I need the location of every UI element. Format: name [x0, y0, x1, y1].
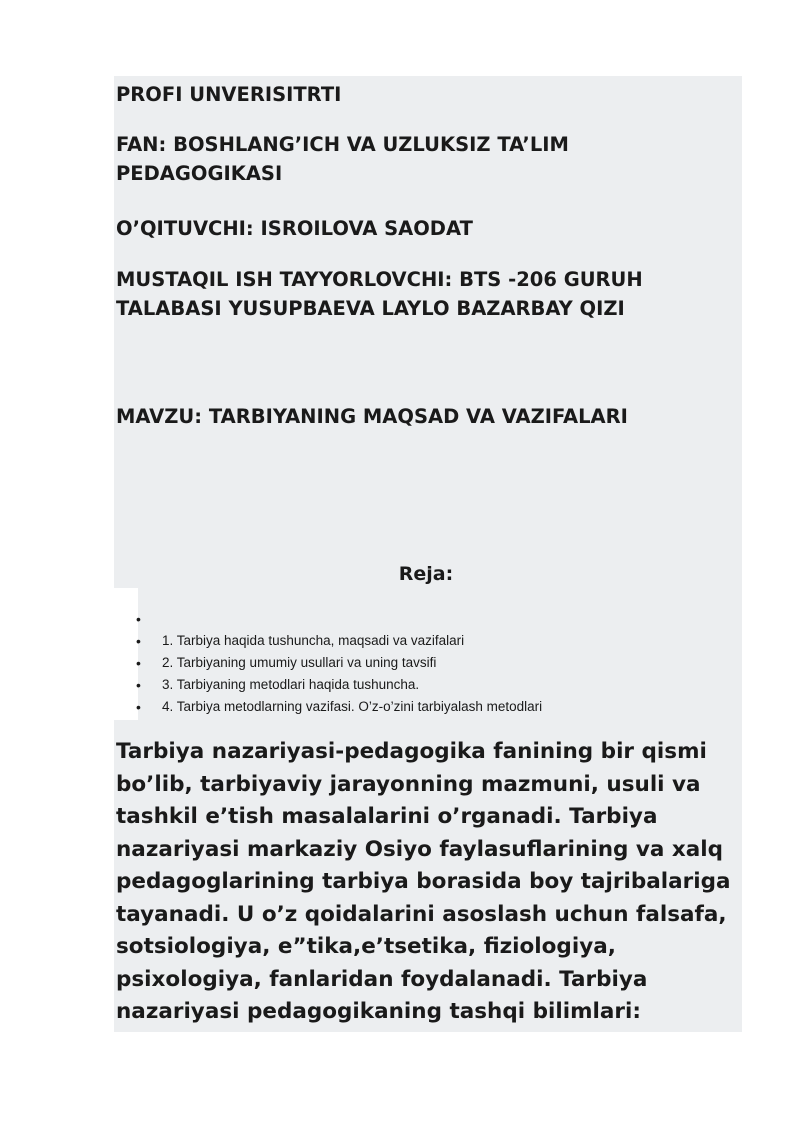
list-item: • 4. Tarbiya metodlarning vazifasi. O’z-o’zini tarbiyalash metodlari — [136, 696, 696, 718]
plan-list — [136, 608, 696, 718]
plan-title: Reja: — [398, 563, 454, 585]
teacher-line: O’QITUVCHI: ISROILOVA SAODAT — [116, 217, 473, 240]
topic-line: MAVZU: TARBIYANING MAQSAD VA VAZIFALARI — [116, 405, 628, 428]
subject-line: FAN: BOSHLANG’ICH VA UZLUKSIZ TA’LIM PEDAGOGIKASI — [116, 133, 569, 185]
page-margin-gap — [114, 588, 138, 720]
university-name: PROFI UNVERISITRTI — [116, 83, 342, 106]
student-line: MUSTAQIL ISH TAYYORLOVCHI: BTS -206 GURUH TALABASI YUSUPBAEVA LAYLO BAZARBAY QIZI — [116, 268, 643, 320]
list-item: • 1. Tarbiya haqida tushuncha, maqsadi va vazifalari — [136, 630, 696, 652]
list-item: • 2. Tarbiyaning umumiy usullari va uning tavsifi — [136, 652, 696, 674]
list-item — [136, 608, 696, 630]
body-paragraph: Tarbiya nazariyasi-pedagogika fanining bir qismi bo’lib, tarbiyaviy jarayonning mazmuni, usuli va tashkil e’tish masalalarini o’rganadi. Tarbiya nazariyasi markaziy Osiyo faylasuflarining va xalq pedagoglarining tarbiya borasida boy tajribalariga tayanadi. U o’z qoidalarini asoslash uchun falsafa, sotsiologiya, e”tika,e’tsetika, fiziologiya, psixologiya, fanlaridan foydalanadi. Tarbiya nazariyasi pedagogikaning tashqi bilimlari: — [116, 739, 731, 1024]
list-item: • 3. Tarbiyaning metodlari haqida tushuncha. — [136, 674, 696, 696]
